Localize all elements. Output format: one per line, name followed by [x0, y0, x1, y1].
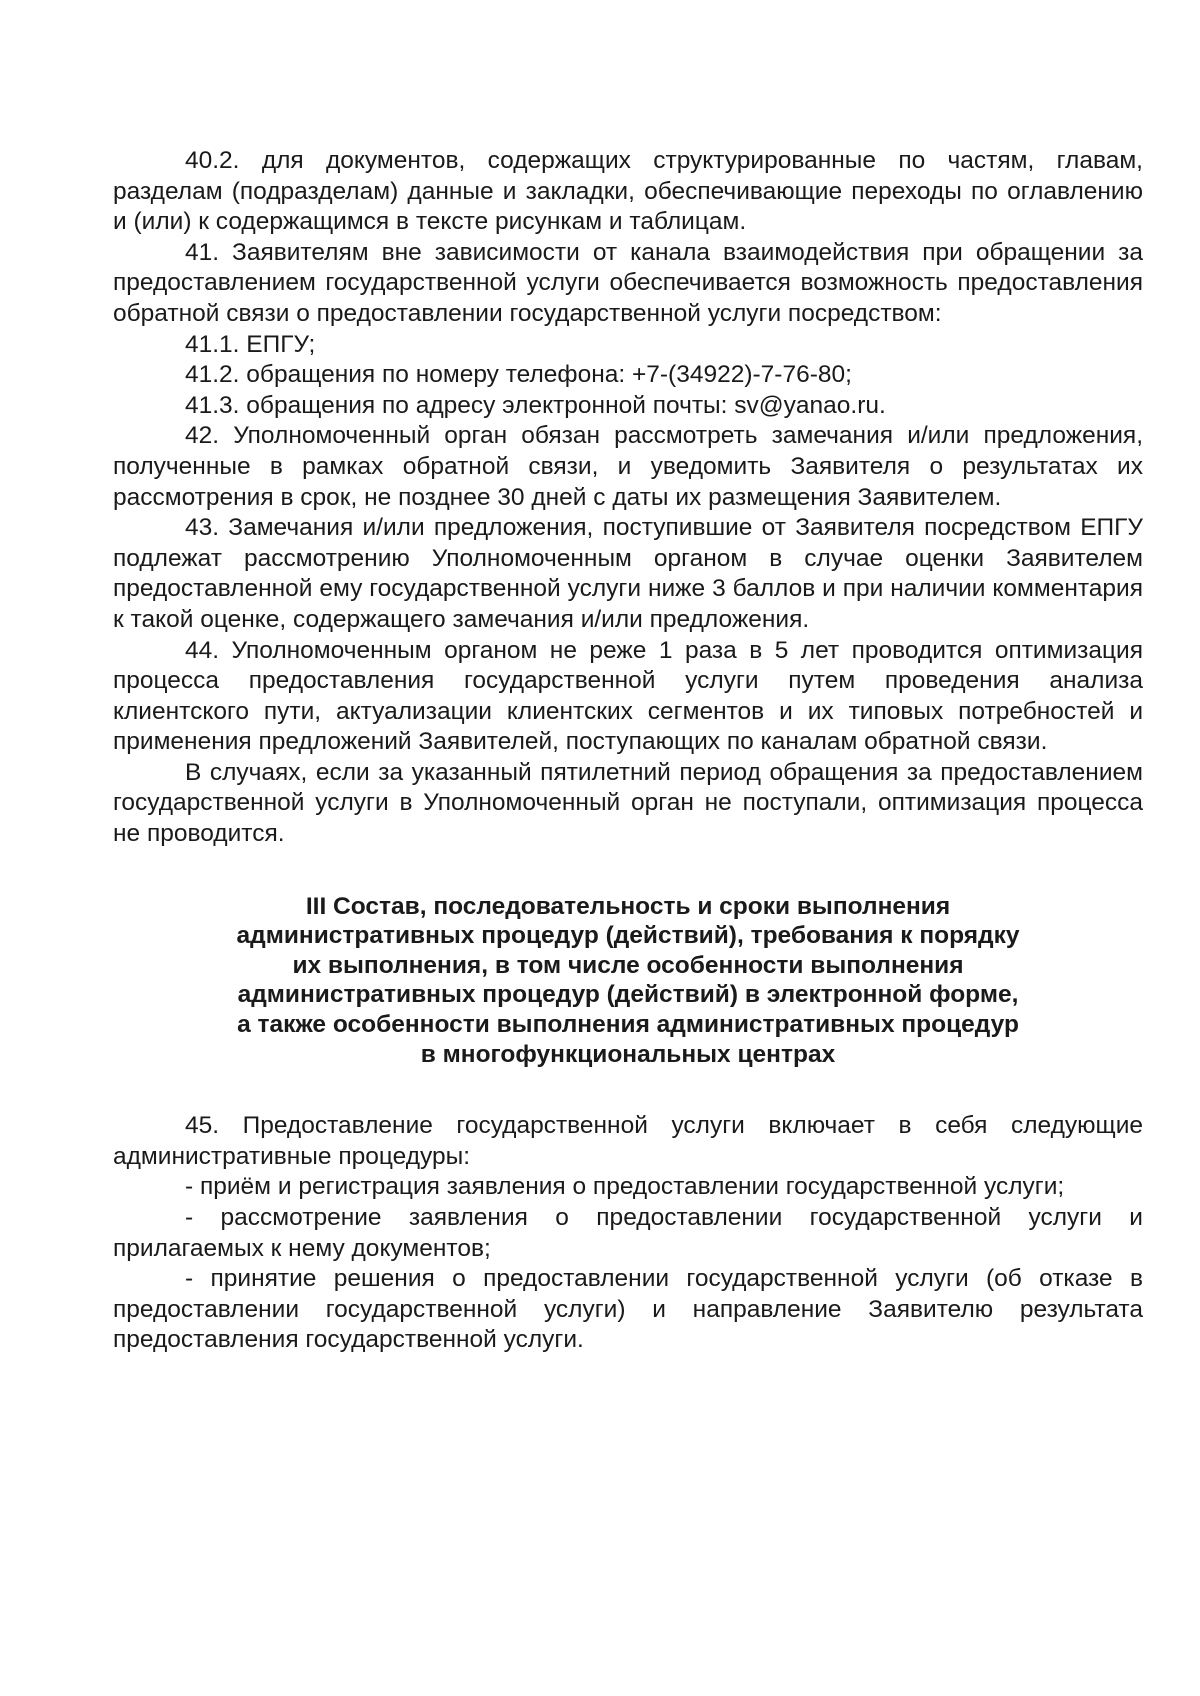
paragraph-45: 45. Предоставление государственной услуги включает в себя следующие административные процедуры:: [113, 1112, 1143, 1170]
paragraph-42: 42. Уполномоченный орган обязан рассмотреть замечания и/или предложения, полученные в рамках обратной связи, и уведомить Заявителя о результатах их рассмотрения в срок, не позднее 30 дней с даты их размещения Заявителем.: [113, 422, 1143, 511]
paragraph-43: 43. Замечания и/или предложения, поступившие от Заявителя посредством ЕПГУ подлежат рассмотрению Уполномоченным органом в случае оценки Заявителем предоставленной ему государственной услуги ниже 3 баллов и при наличии комментария к такой оценке, содержащего замечания и/или предложения.: [113, 514, 1143, 633]
paragraph-41-1: 41.1. ЕПГУ;: [185, 330, 316, 358]
paragraph-41: 41. Заявителям вне зависимости от канала взаимодействия при обращении за предоставлением государственной услуги обеспечивается возможность предоставления обратной связи о предоставлении государственной услуги посредством:: [113, 238, 1143, 327]
heading-line: их выполнения, в том числе особенности выполнения: [292, 951, 964, 979]
heading-line: III Состав, последовательность и сроки выполнения: [305, 892, 951, 920]
document-body: [113, 146, 1143, 1356]
heading-line: а также особенности выполнения административных процедур: [237, 1011, 1019, 1039]
list-item-decision: - принятие решения о предоставлении государственной услуги (об отказе в предоставлении государственной услуги) и направление Заявителю результата предоставления государственной услуги.: [113, 1265, 1143, 1354]
heading-line: административных процедур (действий) в электронной форме,: [237, 981, 1019, 1009]
paragraph-41-3: 41.3. обращения по адресу электронной почты: sv@yanao.ru.: [185, 391, 886, 419]
heading-line: административных процедур (действий), требования к порядку: [236, 922, 1020, 950]
list-item-review: - рассмотрение заявления о предоставлении государственной услуги и прилагаемых к нему документов;: [113, 1204, 1143, 1262]
paragraph-41-2: 41.2. обращения по номеру телефона: +7-(34922)-7-76-80;: [185, 361, 852, 389]
paragraph-44-note: В случаях, если за указанный пятилетний период обращения за предоставлением государственной услуги в Уполномоченный орган не поступали, оптимизация процесса не проводится.: [113, 758, 1143, 848]
paragraph-40-2: 40.2. для документов, содержащих структурированные по частям, главам, разделам (подразделам) данные и закладки, обеспечивающие переходы по оглавлению и (или) к содержащимся в тексте рисункам и таблицам.: [113, 147, 1143, 236]
paragraph-44: 44. Уполномоченным органом не реже 1 раза в 5 лет проводится оптимизация процесса предоставления государственной услуги путем проведения анализа клиентского пути, актуализации клиентских сегментов и их типовых потребностей и применения предложений Заявителей, поступающих по каналам обратной связи.: [113, 636, 1143, 756]
list-item-reception: - приём и регистрация заявления о предоставлении государственной услуги;: [185, 1173, 1065, 1201]
section-heading: [113, 892, 1143, 1070]
heading-line: в многофункциональных центрах: [420, 1040, 836, 1068]
